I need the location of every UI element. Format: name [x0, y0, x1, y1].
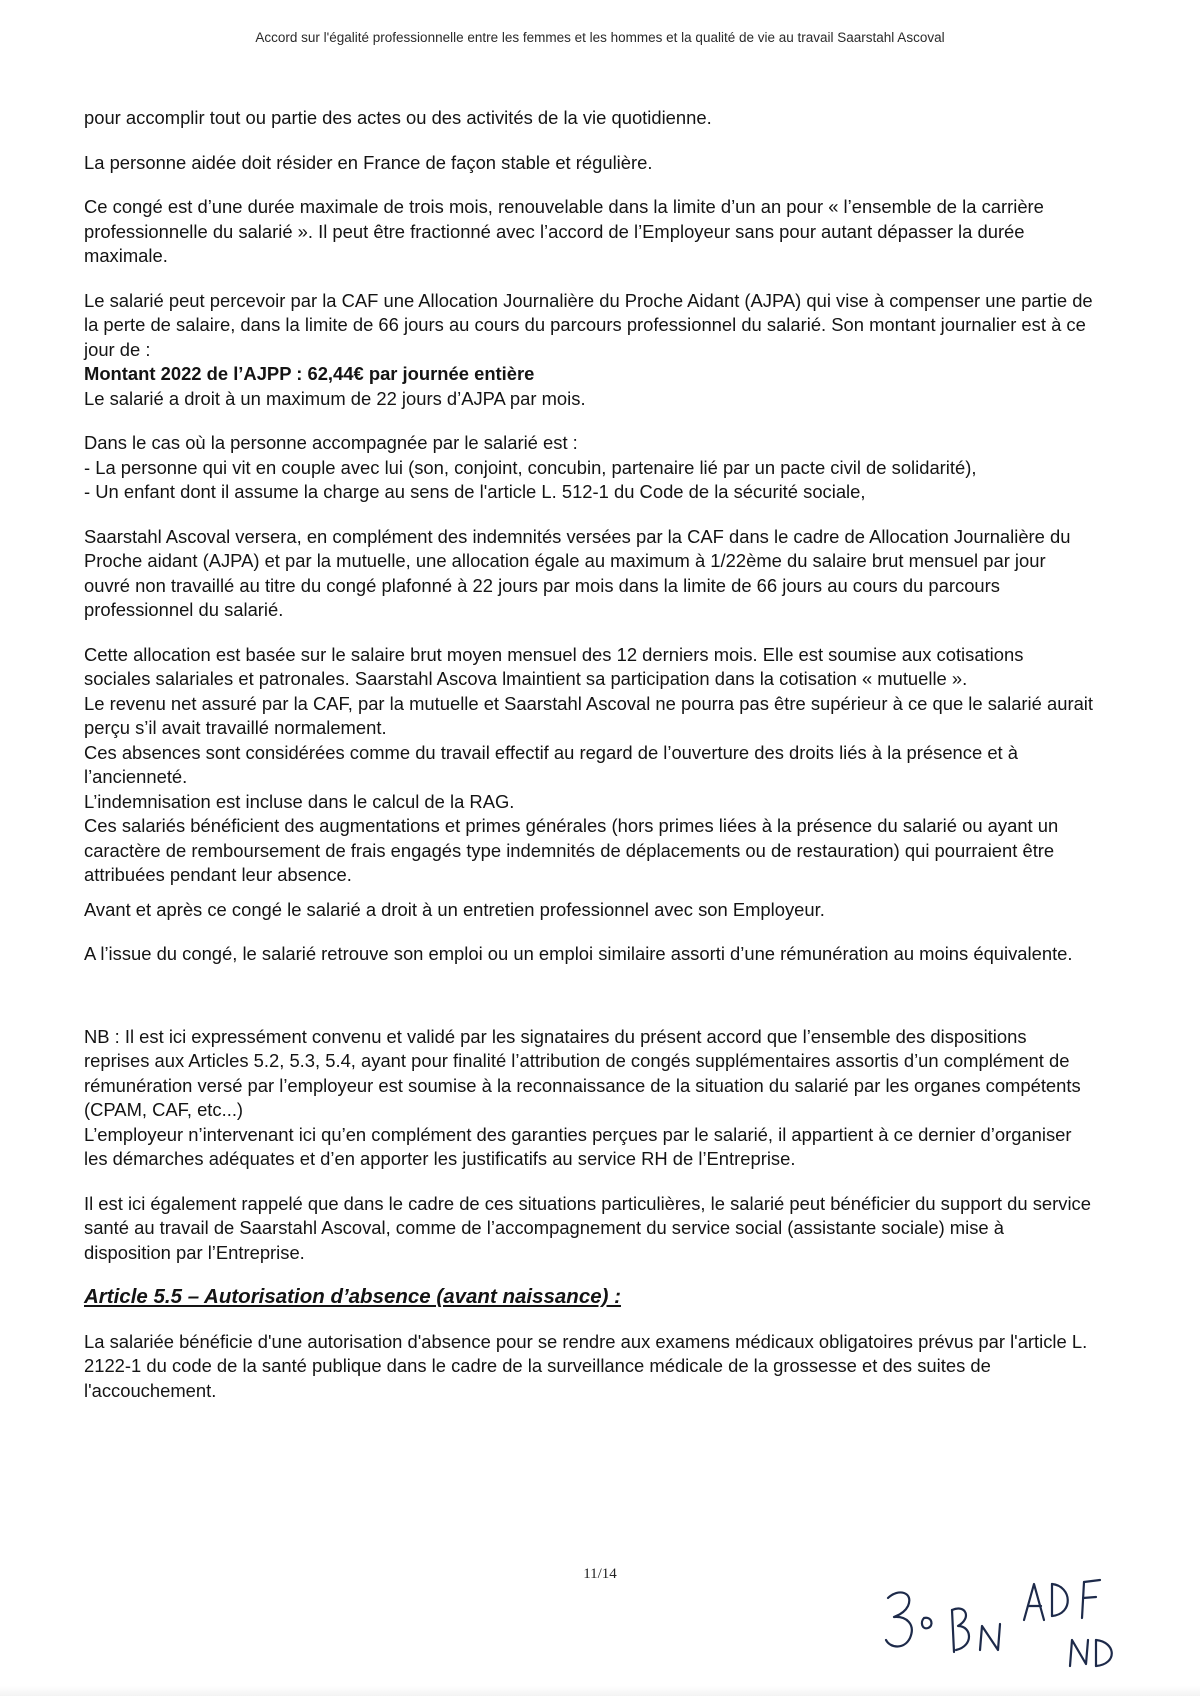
paragraph-rag: L’indemnisation est incluse dans le calcul de la RAG. — [84, 790, 515, 812]
paragraph-ajpa — [84, 289, 1094, 412]
paragraph-allocation-basis: Cette allocation est basée sur le salaire brut moyen mensuel des 12 derniers mois. Elle est soumise aux cotisations sociales salariales et patronales. Saarstahl Ascova lmaintient sa participation dans la cotisation « mutuelle ». — [84, 643, 1024, 689]
page-header: Accord sur l'égalité professionnelle entre les femmes et les hommes et la qualité de vie au travail Saarstahl Ascoval — [255, 30, 945, 45]
paragraph-residence: La personne aidée doit résider en France de façon stable et régulière. — [84, 151, 653, 173]
paragraph-medical-exams: La salariée bénéficie d'une autorisation d'absence pour se rendre aux examens médicaux obligatoires prévus par l'article L. 2122-1 du code de la santé publique dans le cadre de la surveillance médicale de la grossesse et des suites de l'accouchement. — [84, 1330, 1088, 1401]
document-body — [84, 106, 1094, 1423]
paragraph-increases: Ces salariés bénéficient des augmentations et primes générales (hors primes liées à la présence du salarié ou ayant un caractère de remboursement de frais engagés type indemnités de déplacements ou de restauration) qui pourraient être attribuées pendant leur absence. — [84, 815, 1059, 885]
paragraph-return: A l’issue du congé, le salarié retrouve son emploi ou un emploi similaire assorti d’une rémunération au moins équivalente. — [84, 943, 1073, 964]
accompanied-item-child: - Un enfant dont il assume la charge au sens de l'article L. 512-1 du Code de la sécurité sociale, — [84, 481, 866, 502]
paragraph-net-income: Le revenu net assuré par la CAF, par la mutuelle et Saarstahl Ascoval ne pourra pas être supérieur à ce que le salarié aurait perçu s’il avait travaillé normalement. — [84, 692, 1093, 738]
paragraph-accompanied-person — [84, 431, 1094, 505]
ajpp-amount: Montant 2022 de l’AJPP : 62,44€ par journée entière — [84, 363, 535, 384]
article-title: Article 5.5 – Autorisation d’absence (avant naissance) : — [84, 1285, 621, 1308]
paragraph-employer-complement: L’employeur n’intervenant ici qu’en complément des garanties perçues par le salarié, il appartient à ce dernier d’organiser les démarches adéquates et d’en apporter les justificatifs au service RH de l’Entreprise. — [84, 1123, 1072, 1169]
handwritten-initials — [880, 1570, 1140, 1680]
scan-edge — [0, 1686, 1200, 1696]
spacer — [84, 987, 1094, 1025]
paragraph-health-service: Il est ici également rappelé que dans le cadre de ces situations particulières, le salarié peut bénéficier du support du service santé au travail de Saarstahl Ascoval, comme de l’accompagnement du service social (assistante sociale) mise à disposition par l’Entreprise. — [84, 1192, 1091, 1263]
paragraph-daily-life: pour accomplir tout ou partie des actes ou des activités de la vie quotidienne. — [84, 107, 712, 128]
page-number: 11/14 — [583, 1566, 617, 1582]
paragraph-leave-duration: Ce congé est d’une durée maximale de trois mois, renouvelable dans la limite d’un an pour « l’ensemble de la carrière professionnelle du salarié ». Il peut être fractionné avec l’accord de l’Employeur sans pour autant dépasser la durée maximale. — [84, 196, 1044, 266]
paragraph-allocation: Saarstahl Ascoval versera, en complément des indemnités versées par la CAF dans le cadre de Allocation Journalière du Proche aidant (AJPA) et par la mutuelle, une allocation égale au maximum à 1/22ème du salaire brut mensuel par jour ouvré non travaillé au titre du congé plafonné à 22 jours par mois dans la limite de 66 jours au cours du parcours professionnel du salarié. — [84, 525, 1071, 620]
paragraph-interview: Avant et après ce congé le salarié a droit à un entretien professionnel avec son Employeur. — [84, 898, 825, 920]
paragraph-nb: NB : Il est ici expressément convenu et validé par les signataires du présent accord que l’ensemble des dispositions reprises aux Articles 5.2, 5.3, 5.4, ayant pour finalité l’attribution de congés supplémentaires assortis d’un complément de rémunération versé par l’employeur est soumise à la reconnaissance de la situation du salarié par les organes compétents (CPAM, CAF, etc...) — [84, 1025, 1081, 1120]
spacer — [84, 888, 1094, 898]
accompanied-intro: Dans le cas où la personne accompagnée par le salarié est : — [84, 432, 578, 453]
paragraph-effective-work: Ces absences sont considérées comme du travail effectif au regard de l’ouverture des droits liés à la présence et à l’ancienneté. — [84, 741, 1018, 787]
accompanied-item-couple: - La personne qui vit en couple avec lui (son, conjoint, concubin, partenaire lié par un pacte civil de solidarité), — [84, 456, 977, 478]
ajpa-max-days: Le salarié a droit à un maximum de 22 jours d’AJPA par mois. — [84, 387, 586, 409]
ajpa-text: Le salarié peut percevoir par la CAF une Allocation Journalière du Proche Aidant (AJPA) qui vise à compenser une partie de la perte de salaire, dans la limite de 66 jours au cours du parcours professionnel du salarié. Son montant journalier est à ce jour de : — [84, 289, 1093, 360]
